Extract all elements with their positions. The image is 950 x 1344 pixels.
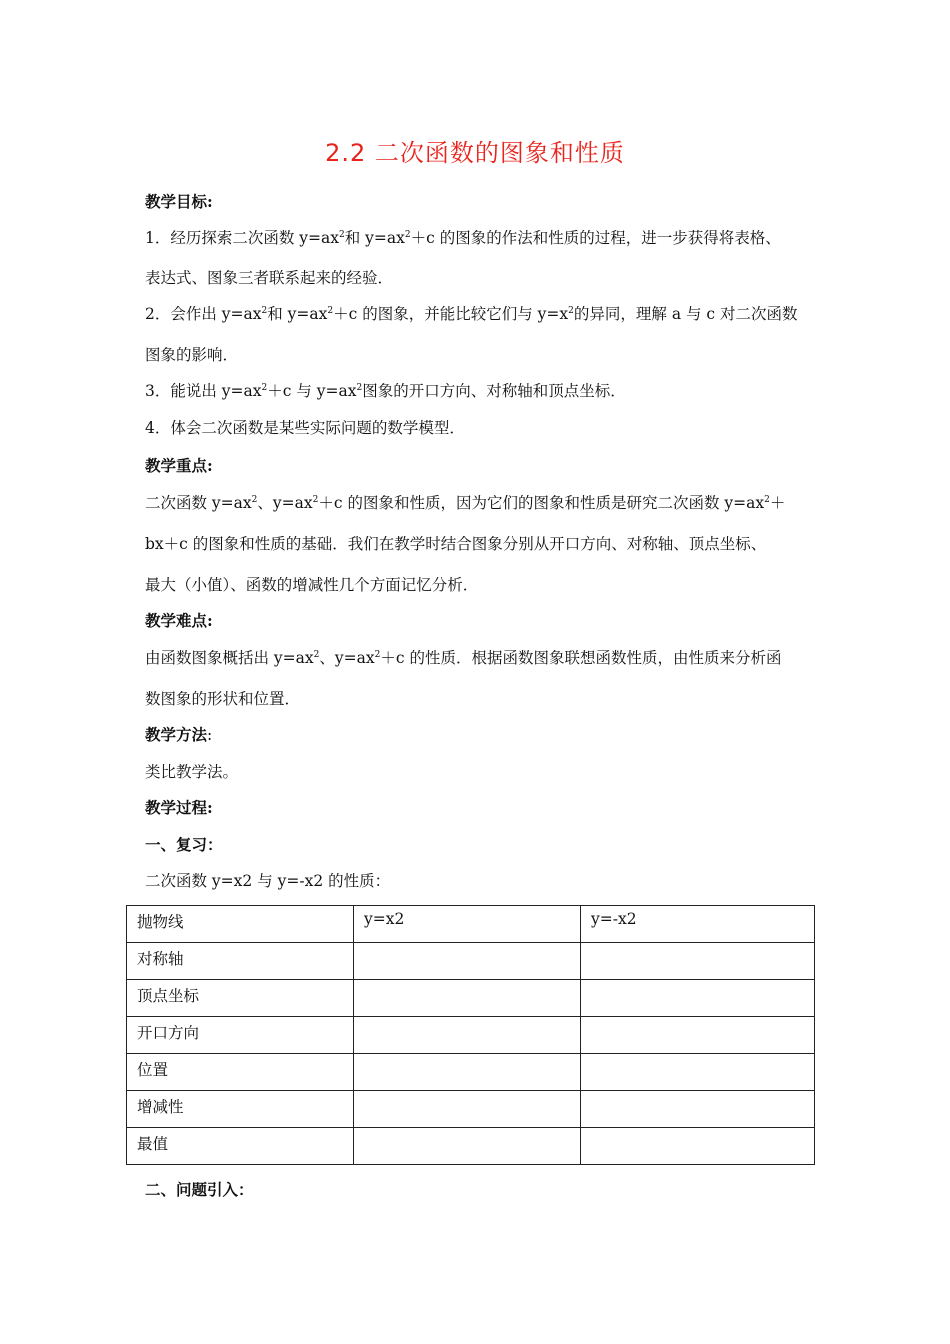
review-intro: 二次函数 y=x2 与 y=-x2 的性质： xyxy=(145,872,391,890)
table-cell xyxy=(581,1128,815,1165)
table-cell xyxy=(581,1017,815,1054)
table-cell: y=x2 xyxy=(354,906,581,943)
table-header-row xyxy=(127,906,815,943)
table-cell xyxy=(354,980,581,1017)
table-cell xyxy=(354,1128,581,1165)
review-heading: 一、复习： xyxy=(145,835,223,854)
table-row xyxy=(127,1091,815,1128)
table-cell xyxy=(354,943,581,980)
page-title: 2.2 二次函数的图象和性质 xyxy=(325,139,625,167)
method-text: 类比教学法。 xyxy=(145,763,239,781)
table-cell xyxy=(354,1017,581,1054)
table-row xyxy=(127,1054,815,1091)
table-cell xyxy=(354,1054,581,1091)
goal-line-2: 表达式、图象三者联系起来的经验． xyxy=(145,269,394,287)
table-row xyxy=(127,943,815,980)
goal-line-3: 2．会作出 $y=ax^2$和 $y=ax^2+c$ 的图象，并能比较它们与 $y=x^2$的异同，理解 a 与 c 对二次函数 xyxy=(145,305,798,323)
goal-line-5: 3．能说出 $y=ax^2+c$ 与 $y=ax^2$图象的开口方向、对称轴和顶点坐标． xyxy=(145,382,626,400)
table-row xyxy=(127,980,815,1017)
difficulty-line-2: 数图象的形状和位置． xyxy=(145,690,301,708)
table-cell xyxy=(581,943,815,980)
table-cell xyxy=(581,1054,815,1091)
table-cell: 抛物线 xyxy=(127,906,354,943)
table-cell: y=-x2 xyxy=(581,906,815,943)
table-cell: 顶点坐标 xyxy=(127,980,354,1017)
table-cell xyxy=(581,1091,815,1128)
properties-table xyxy=(126,905,815,1165)
table-row xyxy=(127,1128,815,1165)
process-heading: 教学过程: xyxy=(145,798,213,817)
table-cell: 增减性 xyxy=(127,1091,354,1128)
goal-line-6: 4．体会二次函数是某些实际问题的数学模型． xyxy=(145,419,465,437)
method-heading: 教学方法: xyxy=(145,725,213,744)
table-cell xyxy=(354,1091,581,1128)
key-line-2: bx＋c 的图象和性质的基础．我们在教学时结合图象分别从开口方向、对称轴、顶点坐标、 xyxy=(145,535,767,553)
difficulty-line-1: 由函数图象概括出 $y=ax^2$、$y=ax^2+c$ 的性质．根据函数图象联想函数性质，由性质来分析函 xyxy=(145,649,782,667)
key-line-3: 最大（小值）、函数的增减性几个方面记忆分析． xyxy=(145,576,479,594)
table-cell xyxy=(581,980,815,1017)
table-cell: 最值 xyxy=(127,1128,354,1165)
goals-heading: 教学目标: xyxy=(145,192,213,211)
goal-line-1: 1．经历探索二次函数 $y=ax^2$和 $y=ax^2+c$ 的图象的作法和性质的过程，进一步获得将表格、 xyxy=(145,229,781,247)
intro-section-heading: 二、问题引入： xyxy=(145,1180,254,1199)
table-cell: 对称轴 xyxy=(127,943,354,980)
table-row xyxy=(127,1017,815,1054)
key-heading: 教学重点: xyxy=(145,456,213,475)
key-line-1: 二次函数 $y=ax^2$、$y=ax^2+c$ 的图象和性质，因为它们的图象和性质是研究二次函数 $y=ax^2+$ xyxy=(145,494,786,512)
difficulty-heading: 教学难点: xyxy=(145,611,213,630)
table-cell: 位置 xyxy=(127,1054,354,1091)
goal-line-4: 图象的影响． xyxy=(145,346,239,364)
table-cell: 开口方向 xyxy=(127,1017,354,1054)
